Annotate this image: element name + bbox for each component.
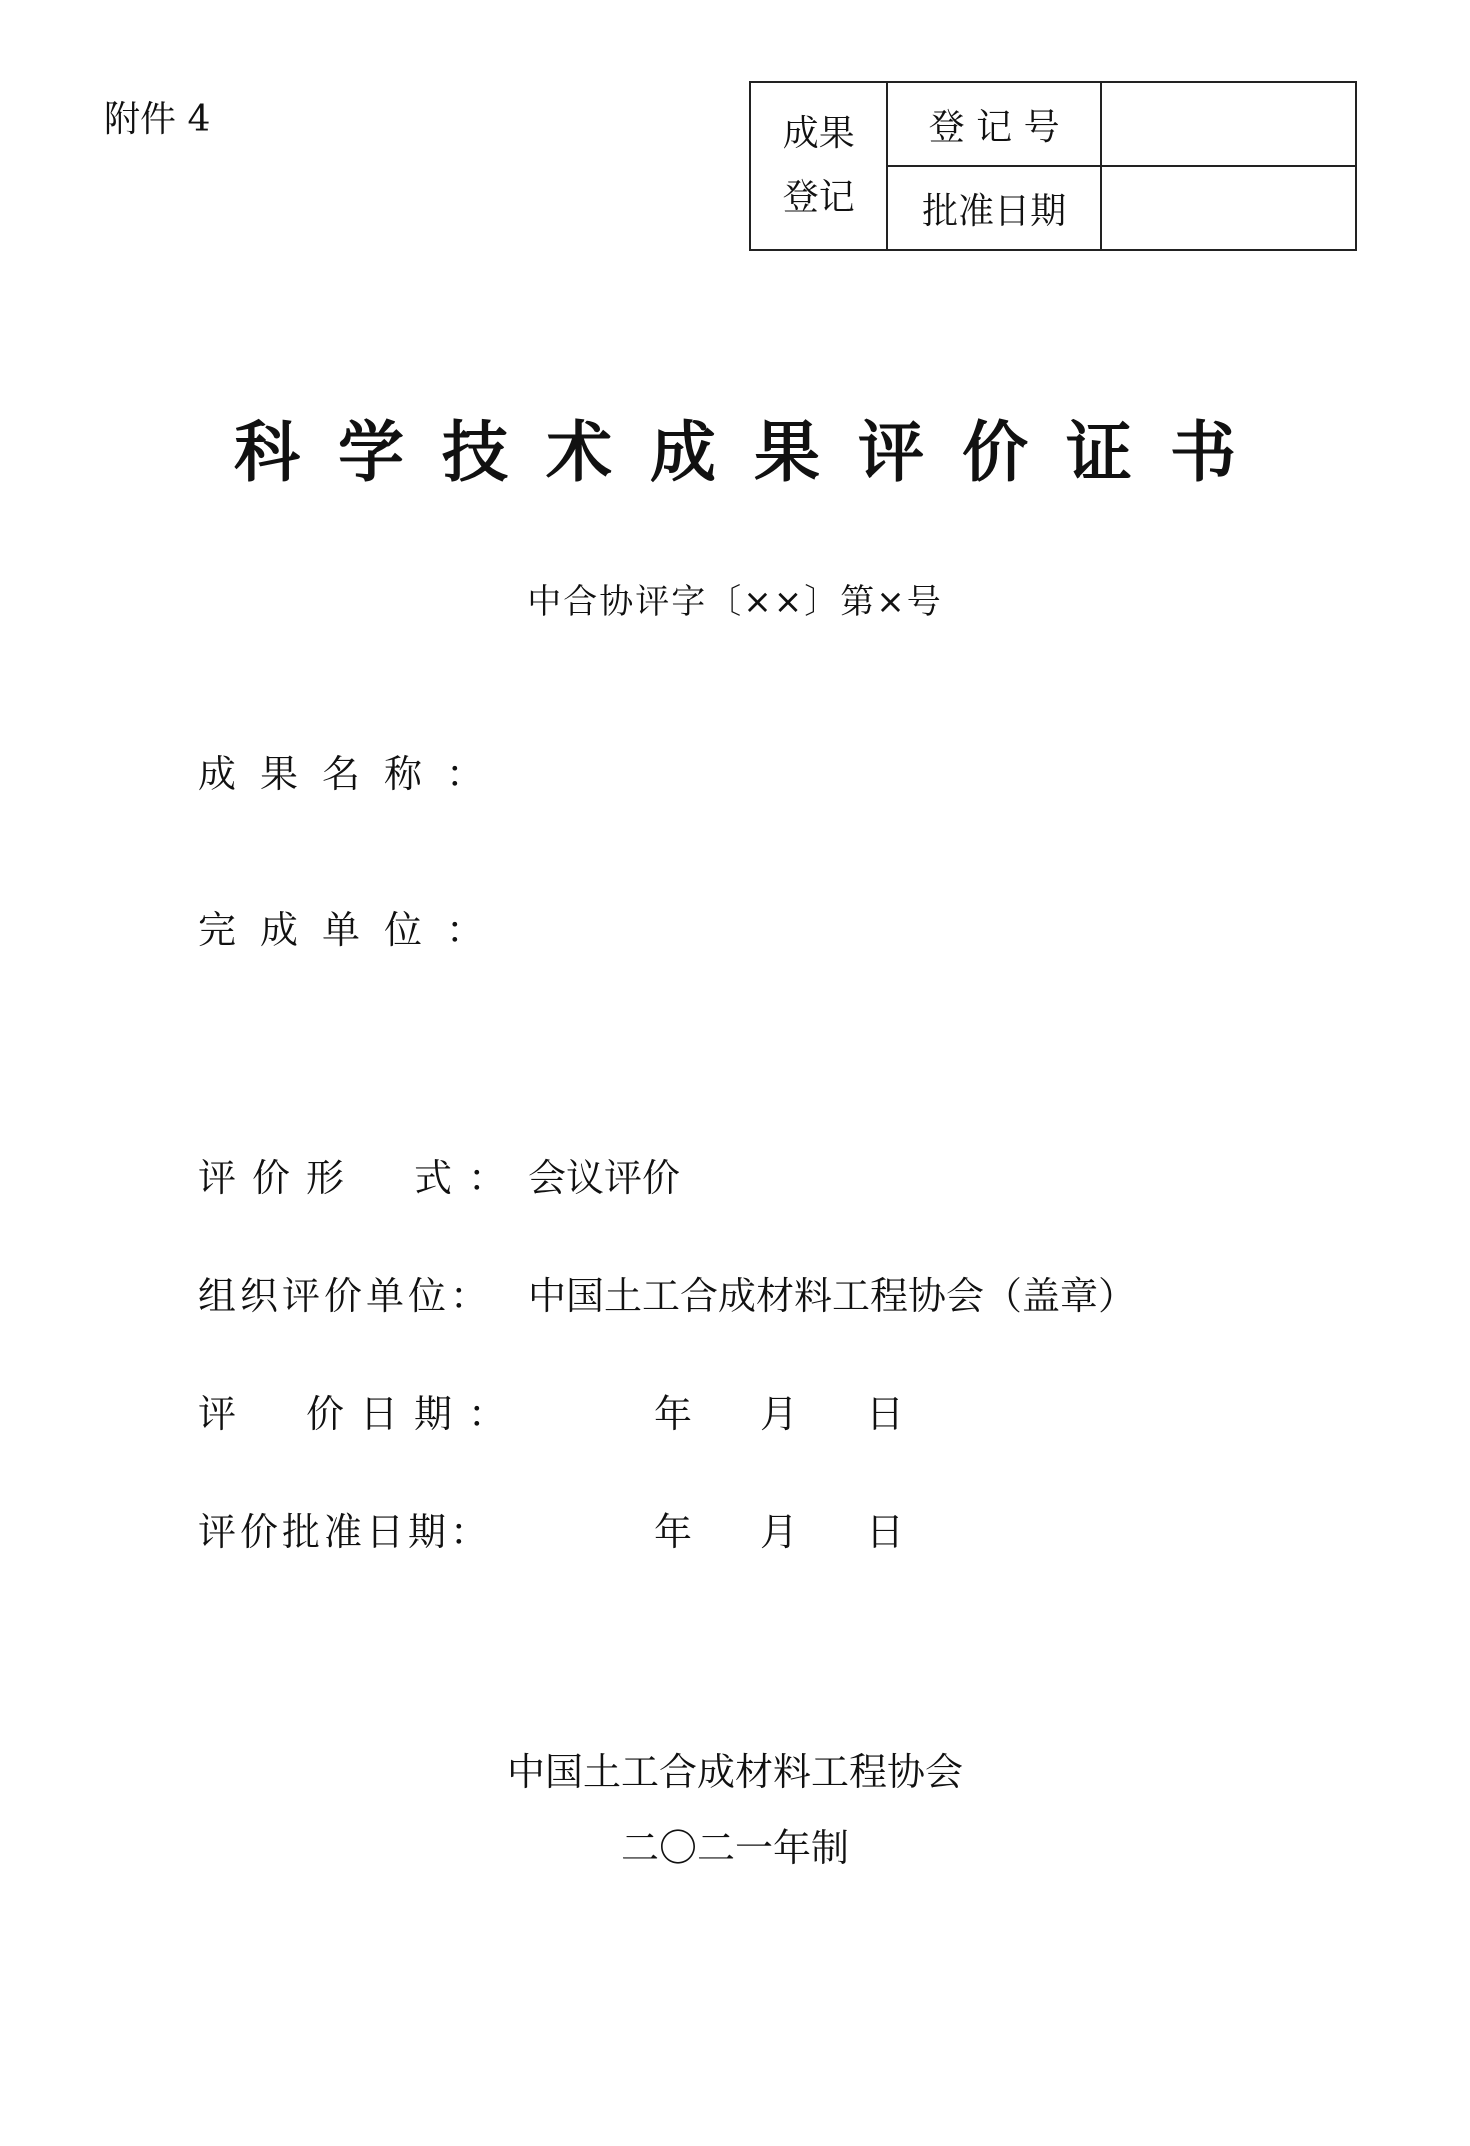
achievement-name-label: 成果名称：: [198, 752, 509, 796]
organizing-unit-row: [198, 1270, 1136, 1322]
approval-date-month: 月: [760, 1510, 799, 1554]
registration-number-value: [1101, 82, 1356, 166]
completing-unit-row: [198, 904, 508, 956]
registration-section-label-line2: 登记: [782, 177, 855, 218]
attachment-label: 附件 4: [104, 99, 211, 140]
completing-unit-label: 完成单位：: [198, 908, 509, 952]
evaluation-date-row: [198, 1388, 522, 1440]
evaluation-date-year: 年: [654, 1392, 693, 1436]
approval-date-year: 年: [654, 1510, 693, 1554]
registration-number-label: 登 记 号: [887, 82, 1100, 166]
evaluation-form-label: 评价形 式：: [198, 1156, 523, 1200]
evaluation-form-value: 会议评价: [528, 1156, 681, 1200]
approval-date-label: 批准日期: [887, 166, 1100, 250]
registration-section-label-line1: 成果: [782, 113, 855, 154]
evaluation-date-day: 日: [866, 1392, 905, 1436]
approval-date-field-label: 评价批准日期：: [198, 1510, 493, 1554]
organizing-unit-value: 中国土工合成材料工程协会（盖章）: [528, 1274, 1137, 1318]
approval-date-row: [198, 1506, 492, 1558]
footer-organization: 中国土工合成材料工程协会: [506, 1750, 963, 1794]
registration-section-label: [750, 82, 887, 250]
approval-date-day: 日: [866, 1510, 905, 1554]
document-number: 中合协评字〔××〕第×号: [527, 582, 943, 622]
evaluation-form-row: [198, 1152, 680, 1204]
achievement-name-row: [198, 748, 508, 800]
evaluation-date-month: 月: [760, 1392, 799, 1436]
approval-date-value: [1101, 166, 1356, 250]
registration-box: [749, 81, 1357, 251]
document-title: 科学技术成果评价证书: [234, 414, 1274, 491]
evaluation-date-label: 评 价日期：: [198, 1392, 523, 1436]
organizing-unit-label: 组织评价单位：: [198, 1274, 493, 1318]
footer-year-made: 二〇二一年制: [620, 1826, 849, 1870]
